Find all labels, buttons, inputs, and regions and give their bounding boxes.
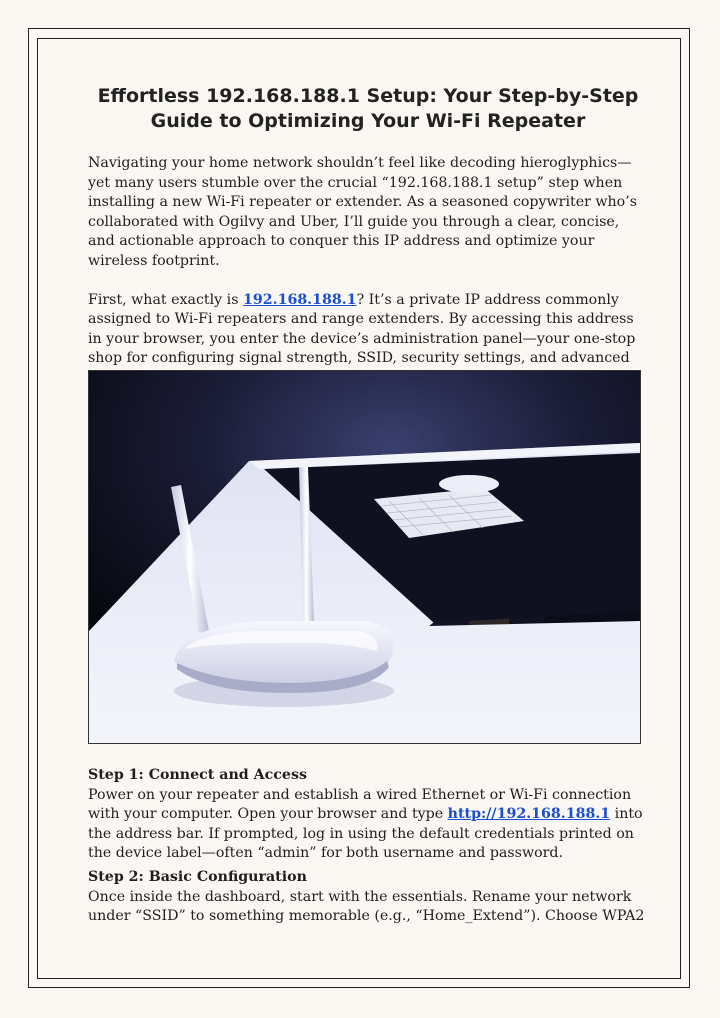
article-title: Effortless 192.168.188.1 Setup: Your Step-by-Step Guide to Optimizing Your Wi-Fi Repeater bbox=[97, 85, 639, 132]
step-1-text-rest: into the address bar. If prompted, log in using the default credentials printed on the device label—often “admin” for both username and password. bbox=[88, 806, 643, 862]
step-1-text-lead: Power on your repeater and establish a wired Ethernet or Wi-Fi connection with your computer. Open your browser and type bbox=[88, 786, 632, 823]
router-photo-illustration bbox=[89, 371, 640, 743]
ip-explainer-rest: ? It’s a private IP address commonly assigned to Wi-Fi repeaters and range extenders. By accessing this address in your browser, you enter the device’s administration panel—your one-stop shop for configuring signal strength, SSID, security settings, and advanced bbox=[88, 291, 636, 367]
ip-address-link[interactable]: 192.168.188.1 bbox=[243, 291, 357, 308]
step-1-section bbox=[88, 766, 648, 864]
intro-paragraph: Navigating your home network shouldn’t feel like decoding hieroglyphics—yet many users stumble over the crucial “192.168.188.1 setup” step when installing a new Wi-Fi repeater or extender. As a seasoned copywriter who’s collaborated with Ogilvy and Uber, I’ll guide you through a clear, concise, and actionable approach to conquer this IP address and optimize your wireless footprint. bbox=[88, 155, 637, 269]
ip-explainer-lead: First, what exactly is bbox=[88, 291, 244, 308]
step-1-heading: Step 1: Connect and Access bbox=[88, 767, 307, 783]
step-2-heading: Step 2: Basic Configuration bbox=[88, 869, 307, 885]
step-2-text: Once inside the dashboard, start with the essentials. Rename your network under “SSID” to something memorable (e.g., “Home_Extend”). Choose WPA2 bbox=[88, 888, 645, 925]
router-url-link[interactable]: http://192.168.188.1 bbox=[447, 806, 611, 823]
step-2-section bbox=[88, 868, 648, 927]
router-photo bbox=[88, 370, 641, 744]
article-top bbox=[88, 84, 648, 389]
step-1-text bbox=[88, 786, 648, 864]
